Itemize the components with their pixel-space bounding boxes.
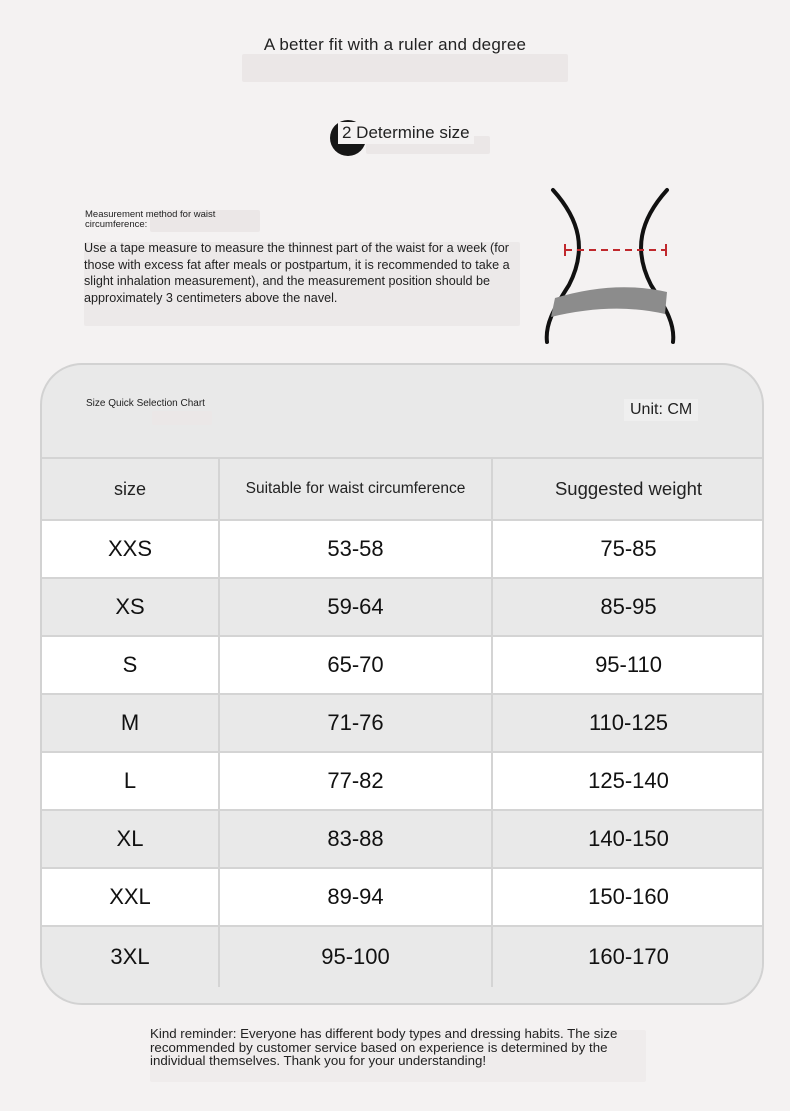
step-label: 2 Determine size xyxy=(338,122,474,144)
weight-cell: 125-140 xyxy=(492,752,764,810)
blurred-subtitle xyxy=(242,54,568,82)
column-header-size: size xyxy=(42,458,219,520)
size-cell: 3XL xyxy=(42,926,219,987)
waist-cell: 89-94 xyxy=(219,868,492,926)
size-cell: XS xyxy=(42,578,219,636)
waist-left-curve xyxy=(547,190,579,342)
table-row xyxy=(42,926,764,987)
weight-cell: 140-150 xyxy=(492,810,764,868)
size-cell: XL xyxy=(42,810,219,868)
table-row xyxy=(42,694,764,752)
size-chart-title: Size Quick Selection Chart xyxy=(86,398,205,409)
size-cell: L xyxy=(42,752,219,810)
page-title: A better fit with a ruler and degree xyxy=(263,35,527,54)
table-row xyxy=(42,868,764,926)
size-cell: XXL xyxy=(42,868,219,926)
table-row xyxy=(42,578,764,636)
weight-cell: 75-85 xyxy=(492,520,764,578)
table-row xyxy=(42,752,764,810)
size-cell: S xyxy=(42,636,219,694)
column-header-weight: Suggested weight xyxy=(492,458,764,520)
unit-label: Unit: CM xyxy=(624,399,698,421)
table-row xyxy=(42,520,764,578)
column-header-waist: Suitable for waist circumference xyxy=(219,458,492,520)
size-table xyxy=(42,457,764,987)
method-title: Measurement method for waist circumference: xyxy=(85,209,216,230)
waist-right-curve xyxy=(641,190,673,342)
size-chart-card xyxy=(40,363,764,1005)
waist-cell: 71-76 xyxy=(219,694,492,752)
table-row xyxy=(42,636,764,694)
waist-cell: 77-82 xyxy=(219,752,492,810)
waist-cell: 53-58 xyxy=(219,520,492,578)
method-text: Use a tape measure to measure the thinnest part of the waist for a week (for those with excess fat after meals or postpartum, it is recommended to take a slight inhalation measurement), and the measurement position should be approximately 3 centimeters above the navel. xyxy=(84,241,510,305)
table-header-row xyxy=(42,458,764,520)
table-row xyxy=(42,810,764,868)
waist-cell: 83-88 xyxy=(219,810,492,868)
kind-reminder-text: Kind reminder: Everyone has different body types and dressing habits. The size recommended by customer service based on experience is determined by the individual themselves. Thank you for your understanding! xyxy=(150,1026,618,1068)
size-cell: M xyxy=(42,694,219,752)
waist-cell: 65-70 xyxy=(219,636,492,694)
waist-measurement-illustration xyxy=(535,180,695,345)
size-cell: XXS xyxy=(42,520,219,578)
weight-cell: 95-110 xyxy=(492,636,764,694)
weight-cell: 160-170 xyxy=(492,926,764,987)
weight-cell: 85-95 xyxy=(492,578,764,636)
belt-shape xyxy=(551,287,667,317)
blurred-chart-title xyxy=(152,411,212,425)
waist-cell: 59-64 xyxy=(219,578,492,636)
weight-cell: 150-160 xyxy=(492,868,764,926)
waist-cell: 95-100 xyxy=(219,926,492,987)
weight-cell: 110-125 xyxy=(492,694,764,752)
